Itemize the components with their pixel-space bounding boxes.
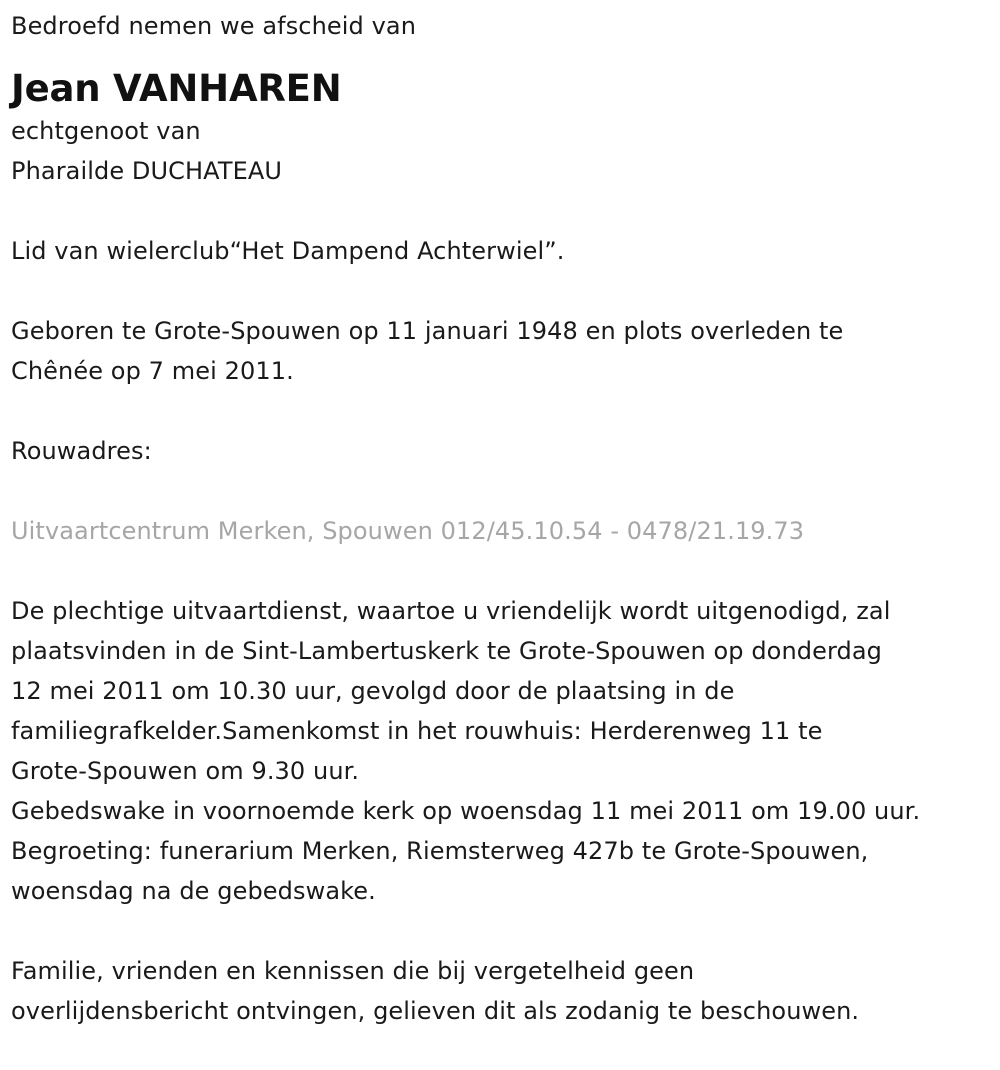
paragraph-line: Geboren te Grote-Spouwen op 11 januari 1948 en plots overleden te (11, 317, 844, 345)
paragraph-line: overlijdensbericht ontvingen, gelieven dit als zodanig te beschouwen. (11, 997, 860, 1025)
funeral-home-contact: Uitvaartcentrum Merken, Spouwen 012/45.10.54 - 0478/21.19.73 (11, 517, 805, 545)
paragraph-line: Begroeting: funerarium Merken, Riemsterweg 427b te Grote-Spouwen, (11, 837, 869, 865)
spouse-name: Pharailde DUCHATEAU (11, 157, 283, 185)
closing-paragraph (11, 951, 996, 1031)
paragraph-line: woensdag na de gebedswake. (11, 877, 376, 905)
paragraph-line: Chênée op 7 mei 2011. (11, 357, 294, 385)
club-membership: Lid van wielerclub“Het Dampend Achterwiel”. (11, 237, 565, 265)
paragraph-line: De plechtige uitvaartdienst, waartoe u vriendelijk wordt uitgenodigd, zal (11, 597, 891, 625)
paragraph-line: Familie, vrienden en kennissen die bij vergetelheid geen (11, 957, 695, 985)
intro-text: Bedroefd nemen we afscheid van (11, 12, 417, 40)
address-label: Rouwadres: (11, 437, 152, 465)
paragraph-line: 12 mei 2011 om 10.30 uur, gevolgd door de plaatsing in de (11, 677, 735, 705)
obituary-notice (11, 0, 996, 1031)
paragraph-line: Grote-Spouwen om 9.30 uur. (11, 757, 360, 785)
deceased-name: Jean VANHAREN (11, 67, 342, 110)
relation-label: echtgenoot van (11, 117, 201, 145)
birth-death-paragraph (11, 311, 996, 391)
paragraph-line: plaatsvinden in de Sint-Lambertuskerk te Grote-Spouwen op donderdag (11, 637, 882, 665)
paragraph-line: Gebedswake in voornoemde kerk op woensdag 11 mei 2011 om 19.00 uur. (11, 797, 921, 825)
paragraph-line: familiegrafkelder.Samenkomst in het rouwhuis: Herderenweg 11 te (11, 717, 823, 745)
service-paragraph (11, 591, 996, 911)
